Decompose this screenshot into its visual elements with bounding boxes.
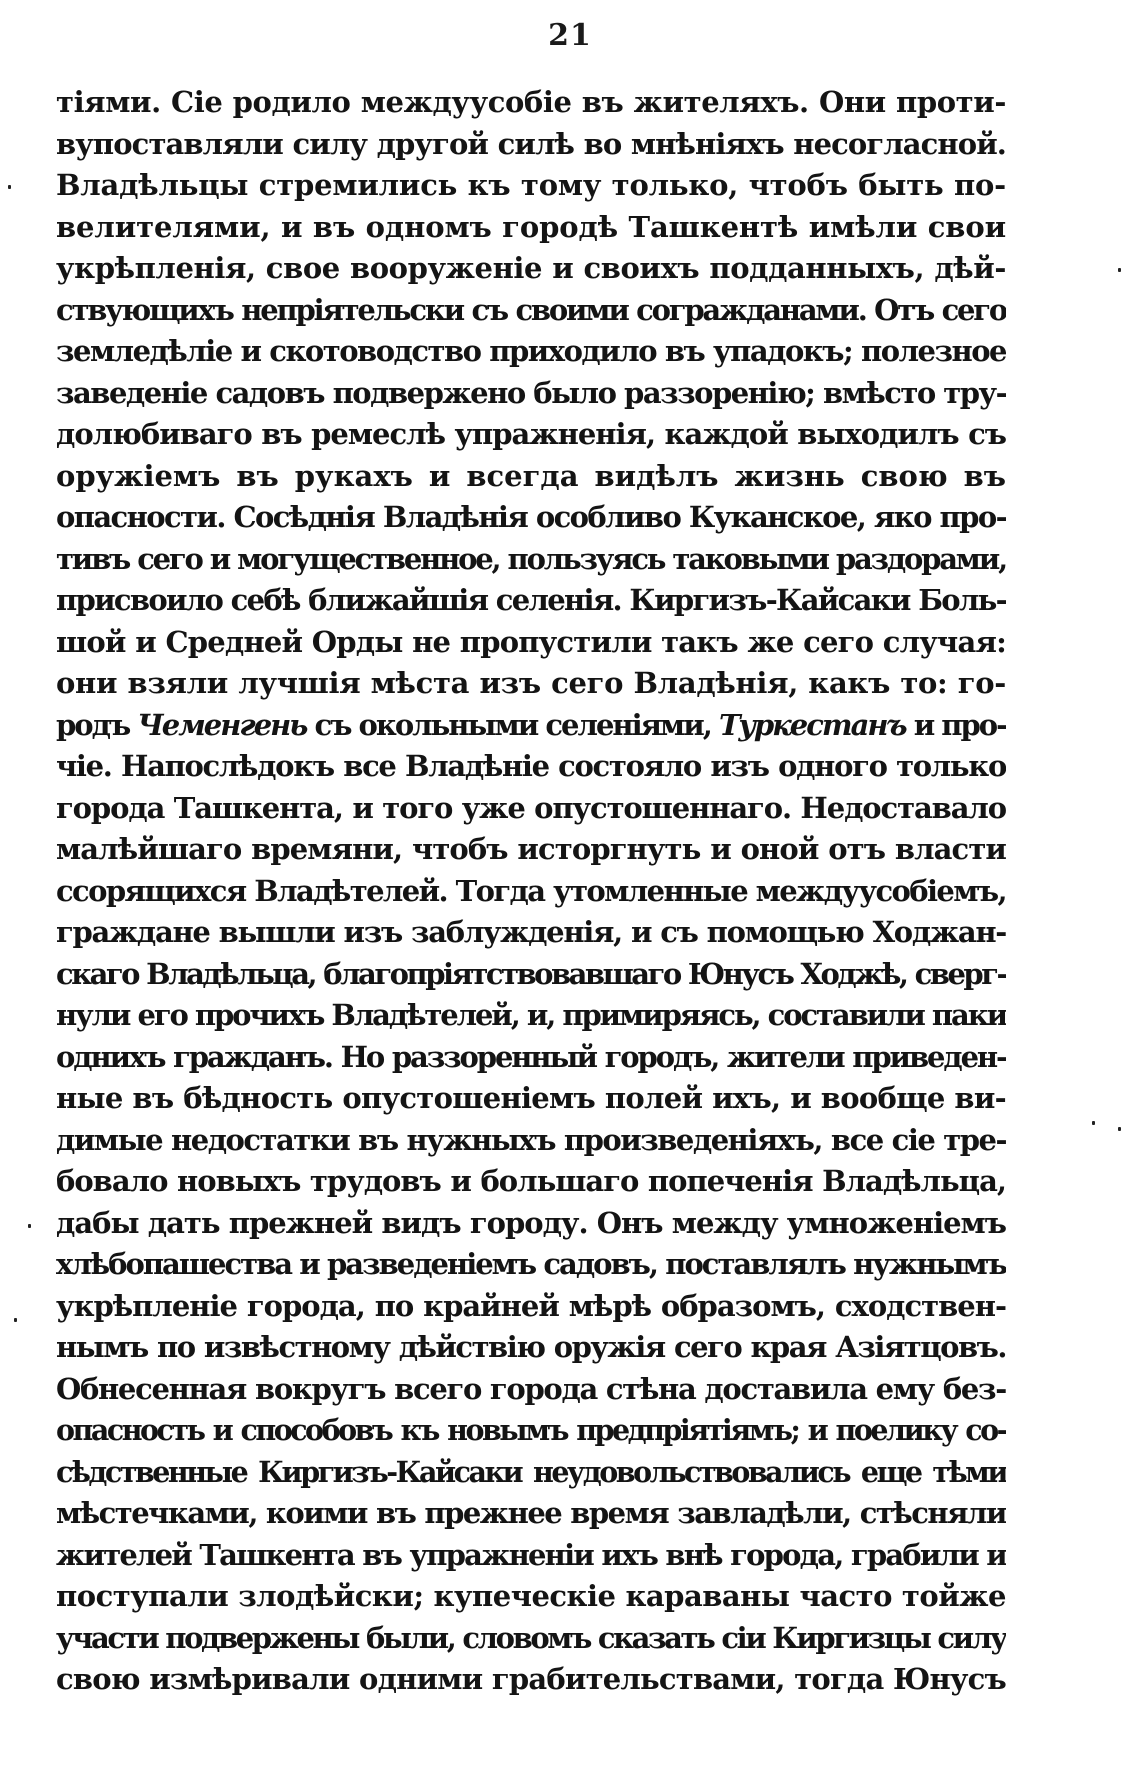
text-line xyxy=(56,1037,1006,1079)
text-line xyxy=(56,1576,1006,1618)
text-segment: опасность и способовъ къ новымъ предпріятіямъ; и поелику со- xyxy=(56,1413,1006,1447)
text-segment: мѣстечками, коими въ прежнее время завладѣли, стѣсняли xyxy=(56,1496,1006,1530)
text-line xyxy=(56,1493,1006,1535)
text-segment: димые недостатки въ нужныхъ произведеніяхъ, все сіе тре- xyxy=(56,1122,1006,1157)
text-line xyxy=(56,1452,1006,1494)
print-speck xyxy=(1118,1127,1121,1131)
text-line xyxy=(56,124,1006,166)
text-segment: велителями, и въ одномъ городѣ Ташкентѣ имѣли свои xyxy=(56,209,1006,244)
text-segment: Обнесенная вокругъ всего города стѣна доставила ему без- xyxy=(56,1371,1006,1406)
text-line xyxy=(56,1659,1006,1701)
body-text xyxy=(56,82,1006,1701)
text-line xyxy=(56,1535,1006,1577)
text-line xyxy=(56,871,1006,913)
text-segment: ные въ бѣдность опустошеніемъ полей ихъ, и вообще ви- xyxy=(56,1081,1006,1115)
text-segment: шой и Средней Орды не пропустили такъ же сего случая: xyxy=(56,624,1006,659)
text-line xyxy=(56,1078,1006,1120)
text-line xyxy=(56,1203,1006,1245)
text-line xyxy=(56,373,1006,415)
text-segment: участи подвержены были, словомъ сказать сіи Киргизцы силу xyxy=(56,1620,1006,1655)
text-line xyxy=(56,705,1006,747)
text-segment: скаго Владѣльца, благопріятствовавшаго Юнусъ Ходжѣ, сверг- xyxy=(56,956,1006,991)
text-segment: они взяли лучшія мѣста изъ сего Владѣнія, какъ то: го- xyxy=(56,666,1006,700)
print-speck xyxy=(1092,1121,1095,1125)
text-line xyxy=(56,331,1006,373)
text-segment: оружіемъ въ рукахъ и всегда видѣлъ жизнь свою въ xyxy=(56,458,1006,493)
text-line xyxy=(56,165,1006,207)
text-line xyxy=(56,912,1006,954)
text-line xyxy=(56,995,1006,1037)
text-segment: однихъ гражданъ. Но раззоренный городъ, жители приведен- xyxy=(56,1039,1006,1074)
text-segment: родъ xyxy=(56,707,138,742)
text-segment: нымъ по извѣстному дѣйствію оружія сего края Азіятцовъ. xyxy=(56,1330,1006,1364)
text-line xyxy=(56,414,1006,456)
text-segment: присвоило себѣ ближайшія селенія. Киргизъ-Кайсаки Боль- xyxy=(56,583,1006,617)
text-line xyxy=(56,580,1006,622)
text-segment: земледѣліе и скотоводство приходило въ упадокъ; полезное xyxy=(56,334,1006,368)
text-line xyxy=(56,1120,1006,1162)
print-speck xyxy=(28,1224,31,1228)
text-segment: укрѣпленія, свое вооруженіе и своихъ подданныхъ, дѣй- xyxy=(56,251,1006,285)
text-segment: долюбиваго въ ремеслѣ упражненія, каждой выходилъ съ xyxy=(56,417,1006,451)
text-segment: свою измѣривали одними грабительствами, тогда Юнусъ xyxy=(56,1662,1006,1696)
text-line xyxy=(56,539,1006,581)
text-line xyxy=(56,456,1006,498)
text-line xyxy=(56,1410,1006,1452)
text-segment: поступали злодѣйски; купеческіе караваны часто тойже xyxy=(56,1579,1006,1613)
text-segment: хлѣбопашества и разведеніемъ садовъ, поставлялъ нужнымъ xyxy=(56,1247,1006,1281)
text-segment: малѣйшаго времяни, чтобъ исторгнуть и оной отъ власти xyxy=(56,832,1006,866)
text-segment: жителей Ташкента въ упражненіи ихъ внѣ города, грабили и xyxy=(56,1537,1006,1572)
text-segment: тивъ сего и могущественное, пользуясь таковыми раздорами, xyxy=(56,541,1006,576)
text-line xyxy=(56,290,1006,332)
text-segment: Владѣльцы стремились къ тому только, чтобъ быть по- xyxy=(56,168,1006,202)
text-segment: города Ташкента, и того уже опустошеннаго. Недоставало xyxy=(56,790,1006,825)
text-line xyxy=(56,663,1006,705)
text-segment: ссорящихся Владѣтелей. Тогда утомленные междуусобіемъ, xyxy=(56,873,1006,908)
text-line xyxy=(56,1618,1006,1660)
text-line xyxy=(56,82,1006,124)
page-number: 21 xyxy=(548,18,592,53)
print-speck xyxy=(8,185,11,189)
text-segment: опасности. Сосѣднія Владѣнія особливо Куканское, яко про- xyxy=(56,500,1006,534)
text-segment: вупоставляли силу другой силѣ во мнѣніяхъ несогласной. xyxy=(56,126,1006,161)
text-segment: и про- xyxy=(905,707,1006,742)
text-segment: бовало новыхъ трудовъ и большаго попеченія Владѣльца, xyxy=(56,1164,1006,1198)
text-line xyxy=(56,207,1006,249)
text-segment: ствующихъ непріятельски съ своими согражданами. Отъ сего xyxy=(56,292,1006,327)
text-segment: заведеніе садовъ подвержено было раззоренію; вмѣсто тру- xyxy=(56,375,1006,410)
text-line xyxy=(56,497,1006,539)
text-line xyxy=(56,954,1006,996)
text-line xyxy=(56,622,1006,664)
text-line xyxy=(56,248,1006,290)
text-segment: граждане вышли изъ заблужденія, и съ помощью Ходжан- xyxy=(56,915,1006,949)
text-line xyxy=(56,1286,1006,1328)
italic-place-name: Чемен​гень xyxy=(137,707,307,742)
text-segment: тіями. Сіе родило междуусобіе въ жителяхъ. Они проти- xyxy=(56,85,1006,119)
text-line xyxy=(56,1369,1006,1411)
text-line xyxy=(56,1161,1006,1203)
print-speck xyxy=(1118,268,1121,272)
text-segment: дабы дать прежней видъ городу. Онъ между умноженіемъ xyxy=(56,1205,1006,1240)
italic-place-name: Туркестанъ xyxy=(718,707,906,742)
print-speck xyxy=(14,1318,17,1322)
text-segment: съ окольными селеніями, xyxy=(306,707,719,742)
text-line xyxy=(56,1327,1006,1369)
text-segment: чіе. Напослѣдокъ все Владѣніе состояло изъ одного только xyxy=(56,749,1006,783)
text-line xyxy=(56,788,1006,830)
text-line xyxy=(56,829,1006,871)
text-line xyxy=(56,746,1006,788)
text-segment: нули его прочихъ Владѣтелей, и, примиряясь, составили паки xyxy=(56,998,1006,1032)
text-segment: укрѣпленіе города, по крайней мѣрѣ образомъ, сходствен- xyxy=(56,1288,1006,1323)
text-line xyxy=(56,1244,1006,1286)
text-segment: сѣдственные Киргизъ-Кайсаки неудовольствовались еще тѣми xyxy=(56,1454,1006,1489)
